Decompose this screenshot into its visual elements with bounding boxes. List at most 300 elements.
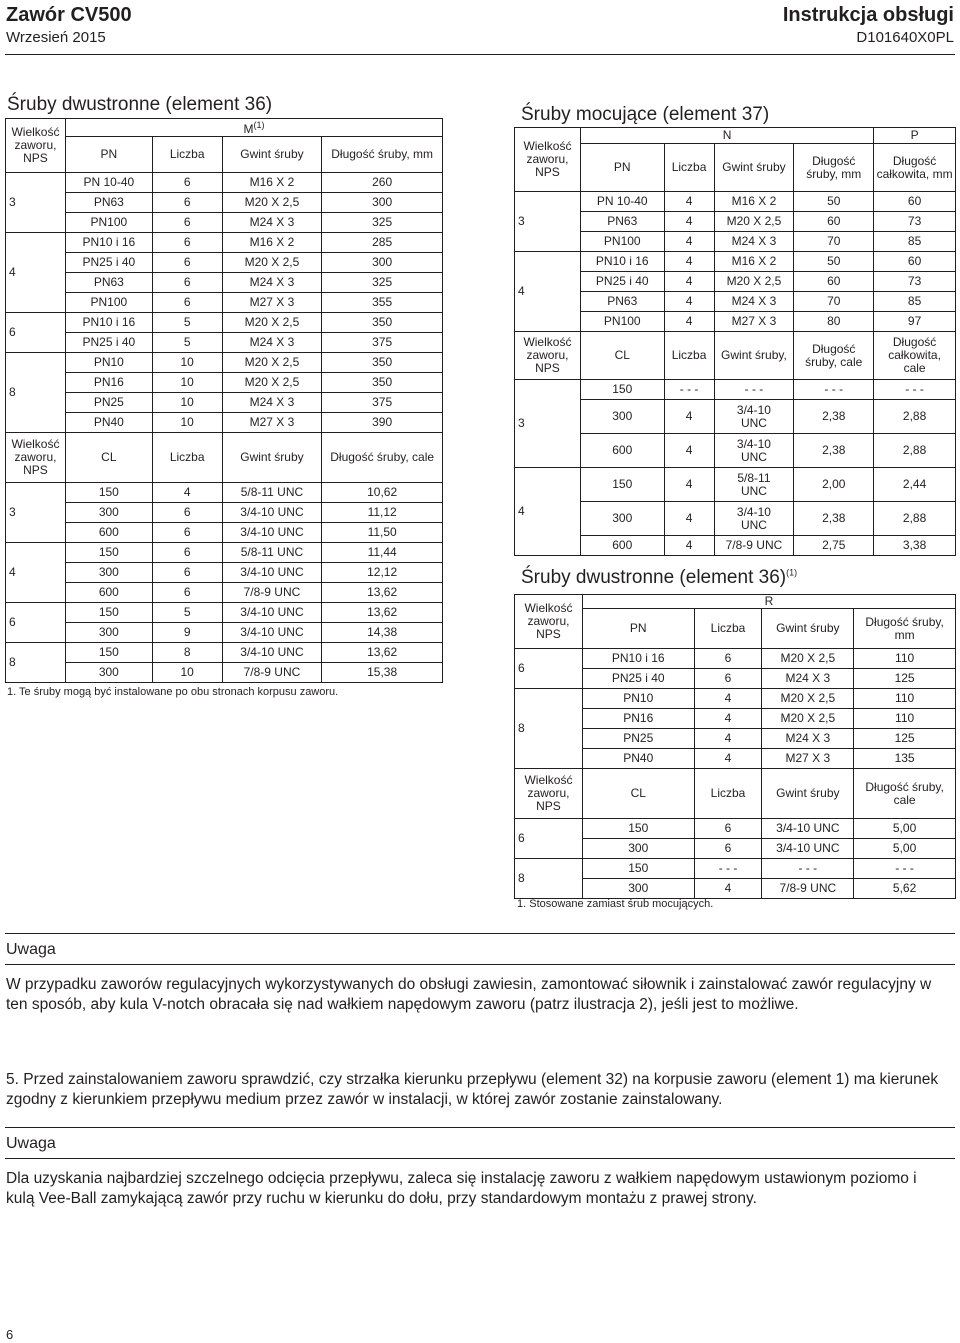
table-cell: 4: [664, 434, 714, 468]
column-header: Długość śruby, mm: [854, 609, 956, 649]
table-cell: PN10 i 16: [65, 233, 152, 253]
table-cell: PN10 i 16: [65, 313, 152, 333]
table-cell: PN63: [65, 273, 152, 293]
table-cell: 7/8-9 UNC: [222, 663, 322, 683]
table-row: [515, 232, 956, 252]
table-cell: 150: [65, 643, 152, 663]
table-row: [6, 483, 443, 503]
table-cell: 2,38: [794, 400, 874, 434]
table-row: [6, 313, 443, 333]
table-cell: 5,62: [854, 879, 956, 899]
table-cell: 2,88: [874, 400, 956, 434]
table-cell: 6: [152, 233, 222, 253]
table-row: [6, 543, 443, 563]
page-header: [0, 0, 960, 52]
table-cell: PN 10-40: [65, 173, 152, 193]
table-cell: 3/4-10 UNC: [714, 400, 794, 434]
table-cell: 125: [854, 669, 956, 689]
table-row: [6, 643, 443, 663]
table-row: [6, 623, 443, 643]
right-footnote: 1. Stosowane zamiast śrub mocujących.: [517, 898, 714, 910]
table-cell: 5: [152, 333, 222, 353]
table-cell: M24 X 3: [714, 232, 794, 252]
pn-header-row: [6, 137, 443, 173]
table-cell: 3/4-10 UNC: [222, 523, 322, 543]
column-header: CL: [582, 769, 694, 819]
table-cell: 14,38: [322, 623, 443, 643]
table-cell: 9: [152, 623, 222, 643]
table-cell: 70: [794, 292, 874, 312]
column-header: Długość śruby, mm: [322, 137, 443, 173]
table-row: [6, 293, 443, 313]
table-cell: 10: [152, 393, 222, 413]
table-row: [515, 649, 956, 669]
column-header: Długość śruby, cale: [322, 433, 443, 483]
column-header: Długość śruby, cale: [794, 332, 874, 380]
table-cell: 350: [322, 353, 443, 373]
table-cell: 150: [580, 380, 664, 400]
nps-cell: 8: [6, 353, 66, 433]
table-cell: M24 X 3: [714, 292, 794, 312]
table-cell: 7/8-9 UNC: [714, 536, 794, 556]
column-header: PN: [580, 144, 664, 192]
table-row: [515, 434, 956, 468]
nps-cell: 3: [6, 483, 66, 543]
table-cell: 10: [152, 353, 222, 373]
table-cell: 355: [322, 293, 443, 313]
nps-cell: 3: [515, 192, 581, 252]
table-cell: 3/4-10 UNC: [762, 839, 854, 859]
table-cell: 150: [65, 603, 152, 623]
table-cell: 73: [874, 272, 956, 292]
table-cell: 6: [152, 273, 222, 293]
page-number: 6: [6, 1327, 14, 1342]
right-section-title-2: Śruby dwustronne (element 36)$^{(1)}$: [521, 567, 798, 588]
table-cell: M20 X 2,5: [222, 353, 322, 373]
nps-cell: 3: [6, 173, 66, 233]
table-cell: 6: [152, 563, 222, 583]
table-cell: 5/8-11 UNC: [222, 483, 322, 503]
table-cell: - - -: [664, 380, 714, 400]
table-cell: 135: [854, 749, 956, 769]
table-row: [515, 312, 956, 332]
table-cell: 11,12: [322, 503, 443, 523]
table-cell: 5: [152, 603, 222, 623]
column-header: Liczba: [152, 433, 222, 483]
table-cell: 6: [694, 819, 762, 839]
nps-cell: 6: [6, 313, 66, 353]
left-section-title: Śruby dwustronne (element 36): [7, 94, 273, 115]
column-header: CL: [65, 433, 152, 483]
table-cell: 300: [65, 663, 152, 683]
table-cell: 4: [664, 212, 714, 232]
table-cell: 2,88: [874, 502, 956, 536]
table-cell: PN10: [65, 353, 152, 373]
table-row: [6, 353, 443, 373]
table-cell: 50: [794, 252, 874, 272]
table-cell: 2,44: [874, 468, 956, 502]
table-row: [6, 583, 443, 603]
table-cell: 80: [794, 312, 874, 332]
table-cell: M20 X 2,5: [762, 689, 854, 709]
table-cell: M20 X 2,5: [714, 272, 794, 292]
right-section-title: Śruby mocujące (element 37): [521, 104, 770, 125]
table-cell: 4: [694, 879, 762, 899]
table-row: [6, 193, 443, 213]
table-cell: M27 X 3: [714, 312, 794, 332]
table-cell: M24 X 3: [762, 669, 854, 689]
table-cell: M16 X 2: [714, 252, 794, 272]
table-cell: 7/8-9 UNC: [222, 583, 322, 603]
group-header-m: $M^{(1)}$: [65, 119, 442, 137]
publication-date: Wrzesień 2015: [6, 29, 106, 46]
table-cell: 2,88: [874, 434, 956, 468]
table-cell: M24 X 3: [222, 273, 322, 293]
table-row: [6, 213, 443, 233]
column-header: Gwint śruby: [762, 769, 854, 819]
nps-cell: 4: [6, 233, 66, 313]
table-cell: 150: [65, 543, 152, 563]
table-cell: 3/4-10 UNC: [222, 503, 322, 523]
table-cell: 3,38: [874, 536, 956, 556]
cl-header-row: [515, 769, 956, 819]
table-cell: M24 X 3: [222, 393, 322, 413]
table-cell: PN16: [65, 373, 152, 393]
table-row: [515, 272, 956, 292]
table-cell: 5/8-11 UNC: [714, 468, 794, 502]
table-cell: 4: [694, 689, 762, 709]
table-cell: 2,38: [794, 502, 874, 536]
table-cell: - - -: [794, 380, 874, 400]
left-bolt-table: [5, 118, 443, 683]
table-cell: 300: [580, 502, 664, 536]
table-cell: 10: [152, 413, 222, 433]
table-cell: 10: [152, 373, 222, 393]
table-cell: 85: [874, 232, 956, 252]
table-cell: 4: [664, 292, 714, 312]
table-cell: M16 X 2: [222, 233, 322, 253]
table-row: [6, 503, 443, 523]
table-cell: M27 X 3: [222, 413, 322, 433]
table-cell: 6: [152, 253, 222, 273]
table-cell: 375: [322, 393, 443, 413]
table-cell: M20 X 2,5: [714, 212, 794, 232]
table-cell: 6: [152, 173, 222, 193]
note-rule-bottom: [5, 1158, 955, 1159]
right-bolt-table: [514, 127, 956, 556]
table-cell: 300: [65, 563, 152, 583]
column-header: PN: [65, 137, 152, 173]
pn-header-row: [515, 144, 956, 192]
table-cell: 3/4-10 UNC: [714, 502, 794, 536]
table-cell: M16 X 2: [222, 173, 322, 193]
table-row: [6, 373, 443, 393]
table-cell: 4: [664, 272, 714, 292]
table-cell: - - -: [714, 380, 794, 400]
table-cell: 110: [854, 709, 956, 729]
left-footnote: 1. Te śruby mogą być instalowane po obu stronach korpusu zaworu.: [7, 686, 339, 698]
table-cell: 4: [664, 192, 714, 212]
table-cell: 3/4-10 UNC: [222, 643, 322, 663]
table-cell: PN25: [582, 729, 694, 749]
table-cell: 325: [322, 213, 443, 233]
table-cell: M24 X 3: [222, 213, 322, 233]
table-row: [6, 563, 443, 583]
table-cell: 6: [694, 649, 762, 669]
table-cell: 4: [664, 400, 714, 434]
table-cell: 6: [152, 543, 222, 563]
nps-header: Wielkość zaworu, NPS: [515, 128, 581, 192]
table-cell: 600: [580, 536, 664, 556]
column-header: Liczba: [152, 137, 222, 173]
column-header: Gwint śruby: [762, 609, 854, 649]
table-cell: 3/4-10 UNC: [222, 603, 322, 623]
column-header: Długość śruby, cale: [854, 769, 956, 819]
table-row: [515, 400, 956, 434]
table-cell: 260: [322, 173, 443, 193]
table-cell: 150: [580, 468, 664, 502]
table-cell: PN100: [65, 293, 152, 313]
table-row: [515, 212, 956, 232]
nps-cell: 6: [515, 649, 583, 689]
note-rule-bottom: [5, 964, 955, 965]
note-rule-top: [5, 933, 955, 934]
table-row: [6, 603, 443, 623]
step-5: 5. Przed zainstalowaniem zaworu sprawdzić, czy strzałka kierunku przepływu (element 32) na korpusie zaworu (element 1) ma kierunek zgodny z kierunkiem przepływu medium przez zawór w instalacji, w której zawór zostanie zainstalowany.: [6, 1071, 939, 1108]
table-row: [6, 233, 443, 253]
table-cell: 4: [664, 232, 714, 252]
table-cell: 2,38: [794, 434, 874, 468]
table-cell: 4: [664, 536, 714, 556]
table-cell: 6: [152, 523, 222, 543]
table-cell: 6: [152, 193, 222, 213]
table-cell: 3/4-10 UNC: [222, 623, 322, 643]
table-row: [515, 292, 956, 312]
nps-header: Wielkość zaworu, NPS: [515, 595, 583, 649]
table-cell: 4: [694, 729, 762, 749]
table-cell: 150: [582, 859, 694, 879]
table-row: [515, 192, 956, 212]
table-cell: 5/8-11 UNC: [222, 543, 322, 563]
nps-header: Wielkość zaworu, NPS: [515, 332, 581, 380]
table-cell: PN25 i 40: [65, 333, 152, 353]
column-header: Gwint śruby: [222, 137, 322, 173]
group-header-n: N: [580, 128, 873, 144]
table-cell: M20 X 2,5: [762, 649, 854, 669]
nps-header: Wielkość zaworu, NPS: [515, 769, 583, 819]
note-label: Uwaga: [6, 941, 56, 958]
table-cell: 390: [322, 413, 443, 433]
table-cell: PN10 i 16: [580, 252, 664, 272]
table-cell: M27 X 3: [762, 749, 854, 769]
table-cell: PN63: [65, 193, 152, 213]
table-row: [6, 663, 443, 683]
cl-header-row: [6, 433, 443, 483]
table-cell: PN40: [582, 749, 694, 769]
table-row: [515, 502, 956, 536]
table-row: [6, 393, 443, 413]
table-cell: M20 X 2,5: [222, 373, 322, 393]
right-stud-table: [514, 594, 956, 899]
table-cell: PN100: [65, 213, 152, 233]
table-cell: 285: [322, 233, 443, 253]
table-cell: 4: [694, 749, 762, 769]
table-cell: 300: [582, 879, 694, 899]
document-type: Instrukcja obsługi: [782, 4, 954, 26]
table-cell: M24 X 3: [222, 333, 322, 353]
table-cell: PN100: [580, 312, 664, 332]
table-cell: - - -: [854, 859, 956, 879]
table-cell: M20 X 2,5: [222, 253, 322, 273]
table-cell: 2,00: [794, 468, 874, 502]
table-cell: 50: [794, 192, 874, 212]
column-header: PN: [582, 609, 694, 649]
table-row: [6, 173, 443, 193]
table-cell: 4: [152, 483, 222, 503]
table-cell: 12,12: [322, 563, 443, 583]
table-cell: 8: [152, 643, 222, 663]
table-cell: 4: [694, 709, 762, 729]
column-header: Liczba: [694, 769, 762, 819]
table-cell: M20 X 2,5: [222, 313, 322, 333]
table-cell: 4: [664, 468, 714, 502]
table-cell: 6: [152, 213, 222, 233]
nps-cell: 8: [6, 643, 66, 683]
table-cell: 60: [794, 272, 874, 292]
table-cell: PN10: [582, 689, 694, 709]
table-cell: 15,38: [322, 663, 443, 683]
table-cell: PN25 i 40: [582, 669, 694, 689]
table-cell: 150: [65, 483, 152, 503]
table-cell: 300: [322, 253, 443, 273]
table-row: [6, 333, 443, 353]
nps-cell: 6: [6, 603, 66, 643]
table-cell: M27 X 3: [222, 293, 322, 313]
table-cell: M20 X 2,5: [762, 709, 854, 729]
nps-header: Wielkość zaworu, NPS: [6, 433, 66, 483]
column-header: Długość całkowita, cale: [874, 332, 956, 380]
table-cell: PN100: [580, 232, 664, 252]
note-rule-top: [5, 1127, 955, 1128]
table-row: [515, 252, 956, 272]
table-cell: PN63: [580, 212, 664, 232]
table-row: [6, 273, 443, 293]
table-cell: M16 X 2: [714, 192, 794, 212]
nps-cell: 8: [515, 689, 583, 769]
table-row: [6, 523, 443, 543]
table-cell: 97: [874, 312, 956, 332]
table-cell: 300: [322, 193, 443, 213]
table-cell: PN25: [65, 393, 152, 413]
table-cell: - - -: [874, 380, 956, 400]
table-cell: 300: [65, 623, 152, 643]
table-cell: 6: [694, 669, 762, 689]
column-header: Gwint śruby: [714, 144, 794, 192]
table-cell: - - -: [762, 859, 854, 879]
nps-cell: 4: [515, 252, 581, 332]
table-cell: 10,62: [322, 483, 443, 503]
table-cell: 110: [854, 689, 956, 709]
table-cell: 13,62: [322, 583, 443, 603]
table-cell: 3/4-10 UNC: [762, 819, 854, 839]
table-row: [515, 859, 956, 879]
table-cell: 6: [152, 293, 222, 313]
table-cell: 125: [854, 729, 956, 749]
nps-header: Wielkość zaworu, NPS: [6, 119, 66, 173]
column-header: Gwint śruby,: [714, 332, 794, 380]
nps-cell: 6: [515, 819, 583, 859]
table-cell: 2,75: [794, 536, 874, 556]
column-header: Liczba: [664, 332, 714, 380]
table-cell: PN25 i 40: [65, 253, 152, 273]
table-row: [515, 536, 956, 556]
note-text: W przypadku zaworów regulacyjnych wykorzystywanych do obsługi zawiesin, zamontować siłownik i zainstalować zawór regulacyjny w ten sposób, aby kula V-notch obracała się nad wałkiem napędowym zaworu (patrz ilustracja 2), jeśli jest to możliwe.: [6, 976, 932, 1013]
column-header: Gwint śruby: [222, 433, 322, 483]
table-cell: 73: [874, 212, 956, 232]
nps-cell: 4: [515, 468, 581, 556]
table-cell: 7/8-9 UNC: [762, 879, 854, 899]
note-label: Uwaga: [6, 1135, 56, 1152]
table-cell: 300: [65, 503, 152, 523]
cl-header-row: [515, 332, 956, 380]
column-header: Długość śruby, mm: [794, 144, 874, 192]
table-cell: 60: [794, 212, 874, 232]
table-cell: 3/4-10 UNC: [714, 434, 794, 468]
table-row: [6, 253, 443, 273]
table-cell: PN40: [65, 413, 152, 433]
table-cell: 13,62: [322, 643, 443, 663]
table-row: [515, 689, 956, 709]
document-number: D101640X0PL: [856, 29, 954, 46]
column-header: Liczba: [664, 144, 714, 192]
table-cell: 6: [694, 839, 762, 859]
table-cell: 60: [874, 252, 956, 272]
table-row: [515, 819, 956, 839]
table-row: [515, 380, 956, 400]
table-cell: 11,50: [322, 523, 443, 543]
table-cell: 350: [322, 313, 443, 333]
table-row: [6, 413, 443, 433]
table-cell: 300: [582, 839, 694, 859]
table-cell: PN16: [582, 709, 694, 729]
nps-cell: 4: [6, 543, 66, 603]
table-cell: - - -: [694, 859, 762, 879]
nps-cell: 3: [515, 380, 581, 468]
table-cell: 4: [664, 502, 714, 536]
table-cell: PN 10-40: [580, 192, 664, 212]
table-cell: 5,00: [854, 819, 956, 839]
group-header-p: P: [874, 128, 956, 144]
nps-cell: 8: [515, 859, 583, 899]
table-cell: 6: [152, 503, 222, 523]
table-cell: 5,00: [854, 839, 956, 859]
group-header-r: R: [582, 595, 955, 609]
table-cell: 350: [322, 373, 443, 393]
table-cell: 110: [854, 649, 956, 669]
table-cell: 11,44: [322, 543, 443, 563]
column-header: CL: [580, 332, 664, 380]
table-cell: 85: [874, 292, 956, 312]
table-cell: PN25 i 40: [580, 272, 664, 292]
table-cell: 13,62: [322, 603, 443, 623]
table-cell: 3/4-10 UNC: [222, 563, 322, 583]
column-header: Liczba: [694, 609, 762, 649]
table-cell: 6: [152, 583, 222, 603]
table-cell: 375: [322, 333, 443, 353]
table-cell: 150: [582, 819, 694, 839]
product-name: Zawór CV500: [6, 4, 132, 26]
table-cell: 60: [874, 192, 956, 212]
